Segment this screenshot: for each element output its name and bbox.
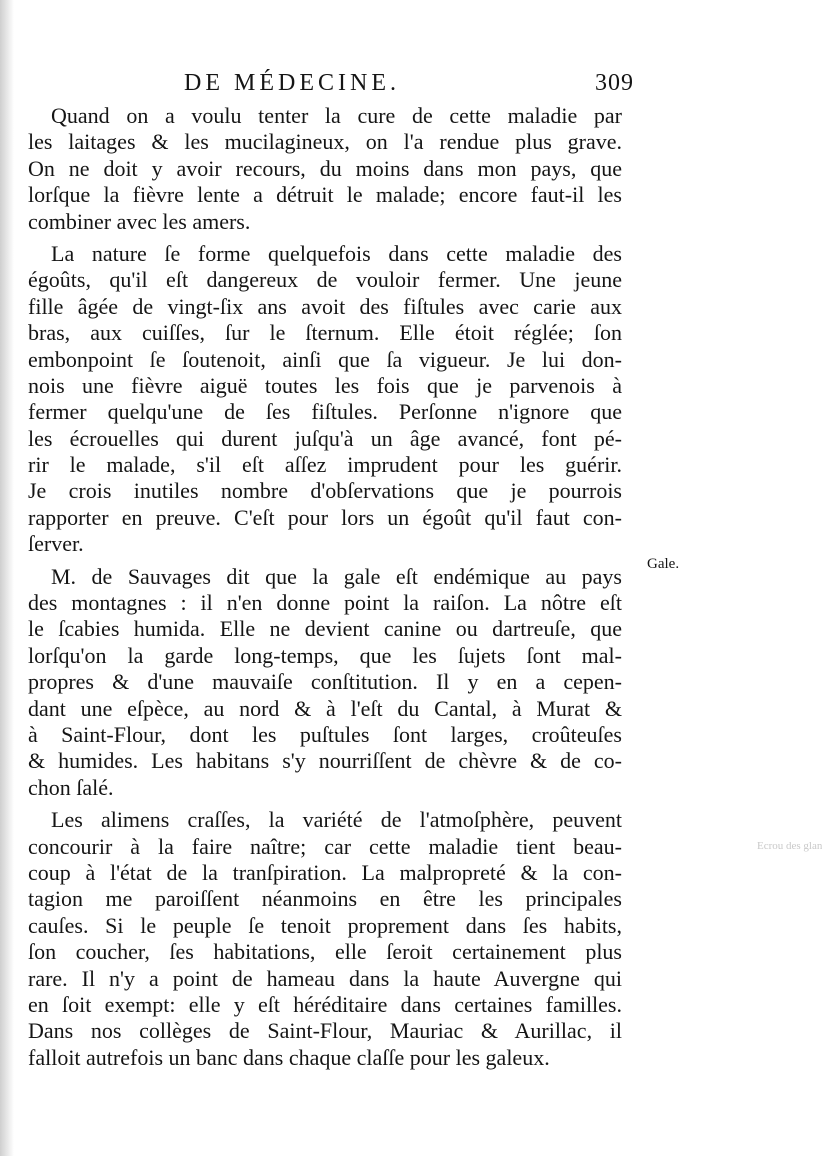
text-line: rare. Il n'y a point de hameau dans la haute Auvergne qui — [28, 965, 622, 991]
paragraph — [28, 241, 622, 558]
text-line: cauſes. Si le peuple ſe tenoit proprement dans ſes habits, — [28, 912, 622, 938]
paragraph — [28, 807, 622, 1071]
text-line: La nature ſe forme quelquefois dans cette maladie des — [51, 240, 622, 266]
text-line: ſon coucher, ſes habitations, elle ſeroit certainement plus — [28, 939, 622, 965]
body-text — [28, 103, 622, 1071]
text-line: concourir à la faire naître; car cette maladie tient beau- — [28, 833, 622, 859]
text-line: Quand on a voulu tenter la cure de cette maladie par — [51, 103, 622, 128]
text-line: embonpoint ſe ſoutenoit, ainſi que ſa vigueur. Je lui don- — [28, 346, 622, 372]
text-line: chon ſalé. — [28, 774, 114, 800]
text-line: rir le malade, s'il eſt aſſez imprudent pour les guérir. — [28, 452, 622, 478]
text-line: Je crois inutiles nombre d'obſervations que je pourrois — [28, 478, 622, 504]
text-line: les écrouelles qui durent juſqu'à un âge avancé, font pé- — [28, 425, 622, 451]
paragraph — [28, 564, 622, 802]
text-line: à Saint-Flour, dont les puſtules ſont larges, croûteuſes — [28, 721, 622, 747]
text-line: nois une fièvre aiguë toutes les fois que je parvenois à — [28, 372, 622, 398]
text-line: Les alimens craſſes, la variété de l'atmoſphère, peuvent — [51, 807, 622, 833]
text-line: Dans nos collèges de Saint-Flour, Mauriac & Aurillac, il — [28, 1018, 622, 1044]
text-line: coup à l'état de la tranſpiration. La malpropreté & la con- — [28, 859, 622, 885]
text-line: combiner avec les amers. — [28, 208, 251, 234]
text-line: le ſcabies humida. Elle ne devient canine ou dartreuſe, que — [28, 616, 622, 642]
text-line: les laitages & les mucilagineux, on l'a rendue plus grave. — [28, 129, 622, 155]
text-line: M. de Sauvages dit que la gale eſt endémique au pays — [51, 563, 622, 589]
text-line: lorſque la fièvre lente a détruit le malade; encore faut-il les — [28, 182, 622, 208]
text-line: lorſqu'on la garde long-temps, que les ſujets ſont mal- — [28, 642, 622, 668]
text-line: & humides. Les habitans s'y nourriſſent de chèvre & de co- — [28, 748, 622, 774]
text-line: fille âgée de vingt-ſix ans avoit des fiſtules avec carie aux — [28, 293, 622, 319]
text-line: des montagnes : il n'en donne point la raiſon. La nôtre eſt — [28, 590, 622, 616]
page-edge-shadow — [0, 0, 14, 1156]
text-line: bras, aux cuiſſes, ſur le ſternum. Elle étoit réglée; ſon — [28, 320, 622, 346]
running-header — [184, 70, 634, 100]
paragraph — [28, 103, 622, 235]
text-line: dant une eſpèce, au nord & à l'eſt du Cantal, à Murat & — [28, 695, 622, 721]
bleed-through-margin-note: Ecrou des glan — [757, 840, 822, 852]
text-line: On ne doit y avoir recours, du moins dans mon pays, que — [28, 155, 622, 181]
text-line: tagion me paroiſſent néanmoins en être les principales — [28, 886, 622, 912]
page-number: 309 — [595, 70, 634, 96]
text-line: rapporter en preuve. C'eſt pour lors un égoût qu'il faut con- — [28, 504, 622, 530]
text-line: fermer quelqu'une de ſes fiſtules. Perſonne n'ignore que — [28, 399, 622, 425]
running-title: DE MÉDECINE. — [184, 70, 400, 96]
text-line: ſerver. — [28, 531, 84, 557]
text-line: falloit autrefois un banc dans chaque claſſe pour les galeux. — [28, 1044, 550, 1070]
text-line: propres & d'une mauvaiſe conſtitution. Il y en a cepen- — [28, 669, 622, 695]
text-line: égoûts, qu'il eſt dangereux de vouloir fermer. Une jeune — [28, 267, 622, 293]
margin-note: Gale. — [647, 556, 680, 572]
text-line: en ſoit exempt: elle y eſt héréditaire dans certaines familles. — [28, 991, 622, 1017]
